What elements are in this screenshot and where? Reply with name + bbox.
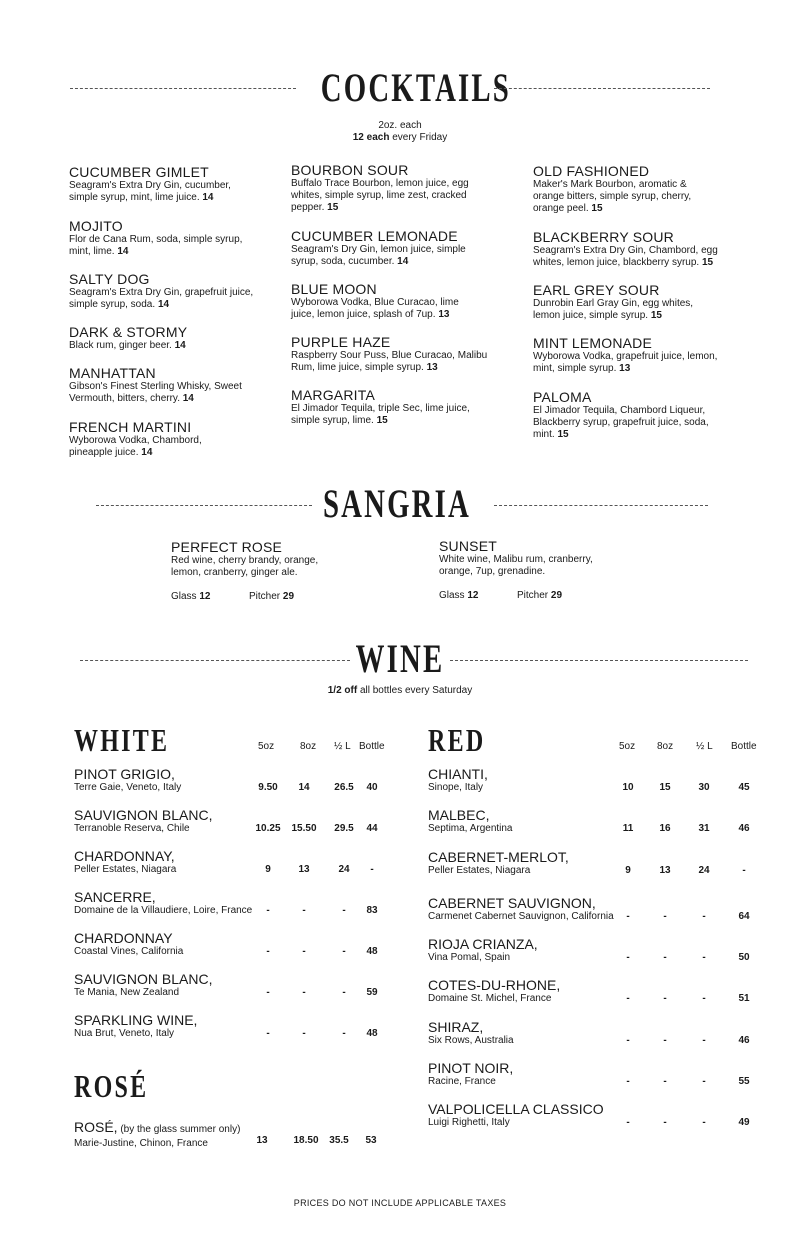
wine-name: SANCERRE, [74,889,156,905]
rose-price-half-liter: 35.5 [329,1135,349,1146]
wine-item [428,977,560,1005]
wine-price: - [702,1035,706,1046]
wine-name: CABERNET SAUVIGNON, [428,895,596,911]
wine-origin: Septima, Argentina [428,823,513,834]
wine-price: 26.5 [334,782,354,793]
cocktail-item [533,229,718,269]
cocktail-price: 13 [438,309,450,320]
wine-note [250,685,550,697]
wine-price: - [663,952,667,963]
footer-tax-note: PRICES DO NOT INCLUDE APPLICABLE TAXES [293,1198,507,1208]
cocktail-name: CUCUMBER LEMONADE [291,228,458,244]
wine-price: - [702,1117,706,1128]
wine-origin: Six Rows, Australia [428,1035,514,1046]
cocktail-item [69,419,202,459]
wine-origin: Sinope, Italy [428,782,484,793]
wine-price: - [702,952,706,963]
wine-price: 51 [738,993,750,1004]
cocktail-item [291,281,459,321]
sangria-pitcher-price: Pitcher 29 [249,591,295,602]
wine-price: - [663,993,667,1004]
cocktail-desc: Dunrobin Earl Gray Gin, egg whites, lemon juice, simple syrup. 15 [533,298,694,321]
cocktail-item [533,163,691,215]
wine-price: - [266,905,270,916]
sangria-desc: Red wine, cherry brandy, orange, lemon, cranberry, ginger ale. [171,555,319,578]
white-header-half-liter: ½ L [334,741,351,752]
wine-price: - [702,911,706,922]
wine-item [428,1019,514,1047]
cocktail-price: 15 [701,257,714,268]
cocktail-item [69,365,242,405]
wine-price: 15.50 [291,823,317,834]
wine-price: 10.25 [255,823,281,834]
cocktail-name: BLUE MOON [291,281,377,297]
wine-price: 15 [659,782,671,793]
sangria-glass-price: Glass 12 [439,590,479,601]
wine-name: SPARKLING WINE, [74,1012,198,1028]
cocktail-price: 15 [376,415,388,426]
wine-price: 55 [738,1076,750,1087]
cocktail-price: 14 [141,447,153,458]
cocktail-item [69,218,242,258]
wine-price: 64 [738,911,750,922]
wine-price: - [663,1035,667,1046]
cocktail-name: BLACKBERRY SOUR [533,229,674,245]
wine-item [74,807,212,835]
wine-price: - [302,987,306,998]
wine-price: - [342,905,346,916]
wine-item [74,766,181,794]
wine-price: - [742,865,746,876]
wine-price: 11 [622,823,634,834]
wine-item [428,895,614,923]
wine-price: - [626,911,630,922]
cocktails-note-line2 [300,132,500,144]
wine-name: CHARDONNAY, [74,848,175,864]
wine-price: 16 [659,823,671,834]
sangria-pitcher-price: Pitcher 29 [517,590,563,601]
cocktails-rule-left [70,88,296,89]
sangria-name: PERFECT ROSE [171,539,283,555]
cocktail-desc: Raspberry Sour Puss, Blue Curacao, Malibu Rum, lime juice, simple syrup. 13 [291,350,488,373]
sangria-glass-price: Glass 12 [171,591,211,602]
wine-item [74,889,252,917]
wine-name: ROSÉ, (by the glass summer only) [74,1119,241,1135]
cocktail-price: 14 [202,192,214,203]
cocktail-item [291,162,469,214]
cocktail-name: EARL GREY SOUR [533,282,660,298]
cocktail-item [291,387,470,427]
wine-price: - [302,1028,306,1039]
cocktail-name: FRENCH MARTINI [69,419,192,435]
wine-price: - [266,1028,270,1039]
sangria-name: SUNSET [439,538,497,554]
wine-price: 40 [366,782,378,793]
wine-price: - [342,1028,346,1039]
cocktails-note-line1: 2oz. each [378,120,422,131]
wine-name: COTES-DU-RHONE, [428,977,561,993]
wine-item [428,766,488,794]
rose-title: ROSÉ [74,1068,149,1104]
wine-origin: Coastal Vines, California [74,946,184,957]
wine-origin: Marie-Justine, Chinon, France [74,1138,208,1149]
wine-origin: Peller Estates, Niagara [428,865,531,876]
red-header-5oz: 5oz [619,741,636,752]
wine-price: - [626,1117,630,1128]
wine-price: 46 [738,823,750,834]
wine-name: SHIRAZ, [428,1019,484,1035]
white-header-5oz: 5oz [258,741,275,752]
wine-price: 9 [625,865,631,876]
cocktail-desc: Gibson's Finest Sterling Whisky, Sweet Vermouth, bitters, cherry. 14 [69,381,242,404]
wine-price: - [266,946,270,957]
cocktail-item [69,164,231,204]
wine-price: - [626,1035,630,1046]
cocktail-item [69,324,187,352]
wine-item [74,1012,197,1040]
cocktail-desc: Wyborowa Vodka, Blue Curacao, lime juice, lemon juice, splash of 7up. 13 [291,297,459,320]
wine-price: - [342,987,346,998]
cocktail-desc: Maker's Mark Bourbon, aromatic & orange bitters, simple syrup, cherry, orange peel. 15 [533,179,692,214]
wine-price: 13 [659,865,671,876]
rose-price-bottle: 53 [365,1135,377,1146]
wine-rule-right [450,660,748,661]
wine-price: 48 [366,1028,378,1039]
wine-price: 44 [366,823,378,834]
wine-item [428,1101,604,1129]
wine-price: 13 [298,864,310,875]
sangria-item [439,538,593,578]
cocktails-rule-right [494,88,710,89]
cocktail-desc: Buffalo Trace Bourbon, lemon juice, egg whites, simple syrup, lime zest, cracked pepper. 15 [291,178,469,213]
sangria-rule-left [96,505,312,506]
cocktails-note-rest: every Friday [389,132,448,143]
wine-title: WINE [355,636,445,681]
sangria-rule-right [494,505,708,506]
wine-price: 30 [698,782,710,793]
cocktail-name: BOURBON SOUR [291,162,409,178]
wine-note-rest: all bottles every Saturday [357,685,473,696]
red-title: RED [428,722,486,758]
wine-item [428,1060,513,1088]
wine-price: - [626,993,630,1004]
wine-price: - [663,911,667,922]
cocktail-item [291,334,487,374]
wine-origin: Carmenet Cabernet Sauvignon, California [428,911,614,922]
cocktail-price: 15 [650,310,662,321]
cocktail-name: OLD FASHIONED [533,163,650,179]
cocktail-desc: Seagram's Extra Dry Gin, grapefruit juice, simple syrup, soda. 14 [69,287,254,310]
wine-price: - [266,987,270,998]
wine-origin: Peller Estates, Niagara [74,864,177,875]
cocktail-name: SALTY DOG [69,271,150,287]
wine-rule-left [80,660,350,661]
wine-price: - [702,993,706,1004]
wine-price: - [702,1076,706,1087]
red-header-8oz: 8oz [657,741,674,752]
white-title: WHITE [74,722,170,758]
cocktail-item [533,282,693,322]
cocktail-desc: Seagram's Dry Gin, lemon juice, simple syrup, soda, cucumber. 14 [291,244,466,267]
cocktail-price: 14 [182,393,194,404]
wine-price: 59 [366,987,378,998]
wine-name: MALBEC, [428,807,490,823]
sangria-item [171,539,318,579]
wine-origin: Vina Pomal, Spain [428,952,511,963]
cocktail-desc: Black rum, ginger beer. 14 [69,340,186,351]
cocktail-desc: Flor de Cana Rum, soda, simple syrup, mint, lime. 14 [69,234,243,257]
wine-price: - [626,952,630,963]
wine-price: - [663,1117,667,1128]
cocktail-price: 14 [174,340,186,351]
cocktail-name: MANHATTAN [69,365,156,381]
wine-note-bold: 1/2 off [327,685,358,696]
sangria-desc: White wine, Malibu rum, cranberry, orange, 7up, grenadine. [439,554,593,577]
wine-origin: Terre Gaie, Veneto, Italy [74,782,182,793]
cocktail-desc: Seagram's Extra Dry Gin, Chambord, egg whites, lemon juice, blackberry syrup. 15 [533,245,718,268]
wine-item [428,849,569,877]
wine-name: SAUVIGNON BLANC, [74,807,213,823]
wine-price: 9.50 [258,782,278,793]
cocktail-item [533,335,717,375]
wine-price: 10 [622,782,634,793]
wine-origin: Te Mania, New Zealand [74,987,180,998]
wine-item [428,936,538,964]
cocktail-price: 15 [591,203,603,214]
cocktail-desc: Wyborowa Vodka, Chambord, pineapple juice. 14 [69,435,202,458]
wine-price: 49 [738,1117,750,1128]
wine-item [74,848,176,876]
wine-price: - [370,864,374,875]
cocktail-name: PURPLE HAZE [291,334,391,350]
cocktails-note-bold: 12 each [352,132,390,143]
cocktail-name: MOJITO [69,218,123,234]
wine-name: CHIANTI, [428,766,488,782]
cocktail-item [69,271,253,311]
cocktail-name: MINT LEMONADE [533,335,653,351]
wine-name-note: (by the glass summer only) [117,1124,241,1135]
wine-origin: Luigi Righetti, Italy [428,1117,510,1128]
cocktail-price: 13 [426,362,438,373]
cocktail-name: MARGARITA [291,387,375,403]
wine-item [74,930,183,958]
cocktail-price: 14 [117,246,129,257]
cocktail-name: CUCUMBER GIMLET [69,164,209,180]
cocktail-price: 14 [397,256,409,267]
wine-price: 46 [738,1035,750,1046]
cocktail-item [533,389,709,441]
wine-price: - [663,1076,667,1087]
cocktail-name: DARK & STORMY [69,324,188,340]
wine-origin: Domaine de la Villaudiere, Loire, France [74,905,253,916]
white-header-bottle: Bottle [359,741,385,752]
cocktail-desc: Wyborowa Vodka, grapefruit juice, lemon, mint, simple syrup. 13 [533,351,718,374]
cocktail-desc: El Jimador Tequila, Chambord Liqueur, Blackberry syrup, grapefruit juice, soda, mint. 15 [533,405,709,440]
wine-price: 29.5 [334,823,354,834]
cocktail-item [291,228,466,268]
wine-price: 24 [698,865,710,876]
wine-price: 9 [265,864,271,875]
red-header-bottle: Bottle [731,741,757,752]
cocktail-desc: El Jimador Tequila, triple Sec, lime juice, simple syrup, lime. 15 [291,403,470,426]
cocktails-title: COCKTAILS [320,65,511,110]
cocktail-price: 15 [327,202,339,213]
wine-price: 83 [366,905,378,916]
wine-name: CABERNET-MERLOT, [428,849,569,865]
wine-price: 24 [338,864,350,875]
wine-item [74,1119,240,1150]
wine-name: CHARDONNAY [74,930,173,946]
wine-price: - [302,946,306,957]
red-header-half-liter: ½ L [696,741,713,752]
wine-item [428,807,513,835]
wine-price: 48 [366,946,378,957]
cocktail-name: PALOMA [533,389,592,405]
wine-name: PINOT NOIR, [428,1060,514,1076]
wine-price: - [342,946,346,957]
wine-price: - [302,905,306,916]
wine-name: VALPOLICELLA CLASSICO [428,1101,604,1117]
wine-price: 31 [698,823,710,834]
wine-name: SAUVIGNON BLANC, [74,971,213,987]
wine-price: 45 [738,782,750,793]
wine-name: RIOJA CRIANZA, [428,936,538,952]
sangria-title: SANGRIA [323,481,471,526]
wine-origin: Terranoble Reserva, Chile [74,823,190,834]
rose-price-5oz: 13 [256,1135,268,1146]
wine-name: PINOT GRIGIO, [74,766,175,782]
white-header-8oz: 8oz [300,741,317,752]
wine-price: 14 [298,782,310,793]
wine-price: 50 [738,952,750,963]
wine-origin: Nua Brut, Veneto, Italy [74,1028,175,1039]
cocktail-price: 14 [157,299,170,310]
cocktail-desc: Seagram's Extra Dry Gin, cucumber, simple syrup, mint, lime juice. 14 [69,180,231,203]
rose-price-8oz: 18.50 [293,1135,319,1146]
wine-origin: Racine, France [428,1076,496,1087]
wine-origin: Domaine St. Michel, France [428,993,552,1004]
cocktail-price: 15 [557,429,569,440]
cocktail-price: 13 [619,363,631,374]
wine-price: - [626,1076,630,1087]
wine-item [74,971,212,999]
cocktails-note [300,120,500,144]
